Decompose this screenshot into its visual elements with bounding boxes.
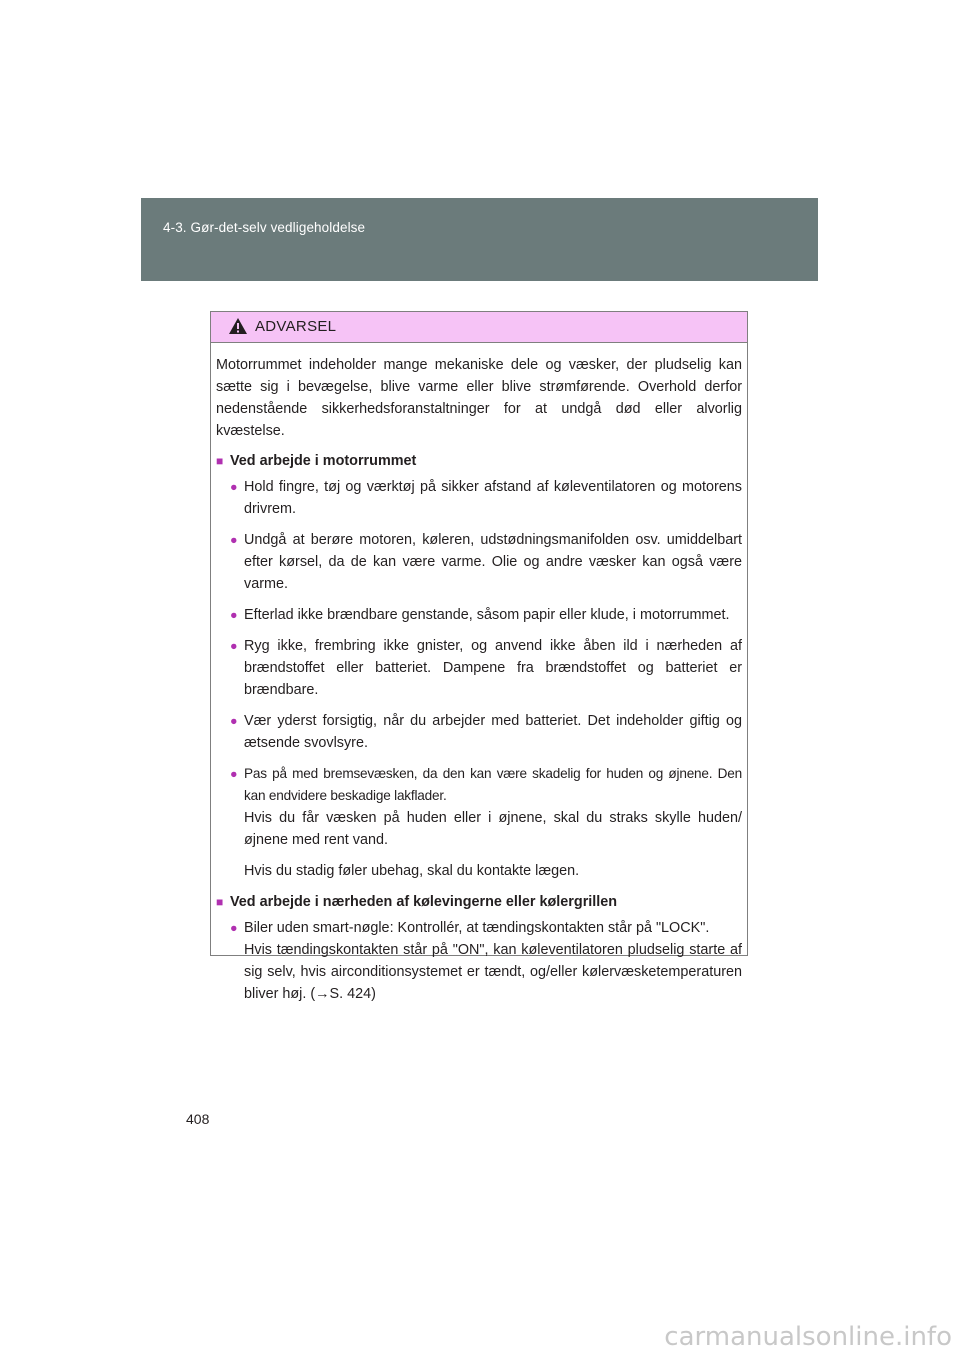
warning-triangle-icon xyxy=(228,317,248,335)
section-heading xyxy=(216,450,742,472)
round-bullet-icon: ● xyxy=(230,480,238,494)
list-item-text: Hold fingre, tøj og værktøj på sikker afstand af køleventilatoren og motorens drivrem. xyxy=(244,479,742,517)
round-bullet-icon: ● xyxy=(230,533,238,547)
square-bullet-icon: ■ xyxy=(216,895,224,909)
list-item-text xyxy=(244,763,742,882)
list-item-text: Ryg ikke, frembring ikke gnister, og anvend ikke åben ild i nærheden af brændstoffet eller batteriet. Dampene fra brændstoffet og batteriet er brændbare. xyxy=(244,638,742,698)
list-item-text xyxy=(244,917,742,1005)
round-bullet-icon: ● xyxy=(230,921,238,935)
smart-key-text: Biler uden smart-nøgle: Kontrollér, at tændingskontakten står på "LOCK". xyxy=(244,920,710,936)
warning-header xyxy=(211,312,747,343)
section-heading xyxy=(216,891,742,913)
section-heading-text: Ved arbejde i motorrummet xyxy=(230,453,417,469)
warning-intro: Motorrummet indeholder mange mekaniske dele og væsker, der pludselig kan sætte sig i bevægelse, blive varme eller blive strømførende. Overhold derfor nedenstående sikkerhedsforanstaltninger for at undgå død eller alvorlig kvæstelse. xyxy=(216,357,742,439)
list-item xyxy=(230,917,742,1005)
brake-fluid-rinse-text: Hvis du får væsken på huden eller i øjnene, skal du straks skylle huden/øjnene med rent vand. xyxy=(244,810,742,848)
square-bullet-icon: ■ xyxy=(216,454,224,468)
list-item xyxy=(230,710,742,754)
list-item xyxy=(230,529,742,595)
warning-label: ADVARSEL xyxy=(255,318,337,335)
brake-fluid-doctor-text: Hvis du stadig føler ubehag, skal du kontakte lægen. xyxy=(244,863,580,879)
list-item xyxy=(230,604,742,626)
round-bullet-icon: ● xyxy=(230,767,238,781)
list-item-text: Vær yderst forsigtig, når du arbejder med batteriet. Det indeholder giftig og ætsende svovlsyre. xyxy=(244,713,742,751)
section-heading-text: Ved arbejde i nærheden af kølevingerne eller kølergrillen xyxy=(230,894,618,910)
list-item xyxy=(230,476,742,520)
list-item-text: Efterlad ikke brændbare genstande, såsom papir eller klude, i motorrummet. xyxy=(244,607,730,623)
list-item xyxy=(230,763,742,882)
warning-body xyxy=(211,343,747,1005)
section-header-band xyxy=(141,198,818,281)
watermark-text: carmanualsonline.info xyxy=(664,1322,952,1352)
round-bullet-icon: ● xyxy=(230,608,238,622)
list-item xyxy=(230,635,742,701)
brake-fluid-text: Pas på med bremsevæsken, da den kan være skadelig for huden og øjnene. Den kan endvidere beskadige lakflader. xyxy=(244,766,742,803)
page-number: 408 xyxy=(186,1111,210,1127)
section-title: 4-3. Gør-det-selv vedligeholdelse xyxy=(163,220,366,235)
round-bullet-icon: ● xyxy=(230,714,238,728)
ignition-on-text: Hvis tændingskontakten står på "ON", kan køleventilatoren pludselig starte af sig selv, hvis airconditionsystemet er tændt, og/eller kølervæsketemperaturen bliver høj. (→S. 424) xyxy=(244,942,742,1002)
round-bullet-icon: ● xyxy=(230,639,238,653)
warning-box xyxy=(210,311,748,1002)
list-item-text: Undgå at berøre motoren, køleren, udstødningsmanifolden osv. umiddelbart efter kørsel, da de kan være varme. Olie og andre væsker kan også være varme. xyxy=(244,532,742,592)
